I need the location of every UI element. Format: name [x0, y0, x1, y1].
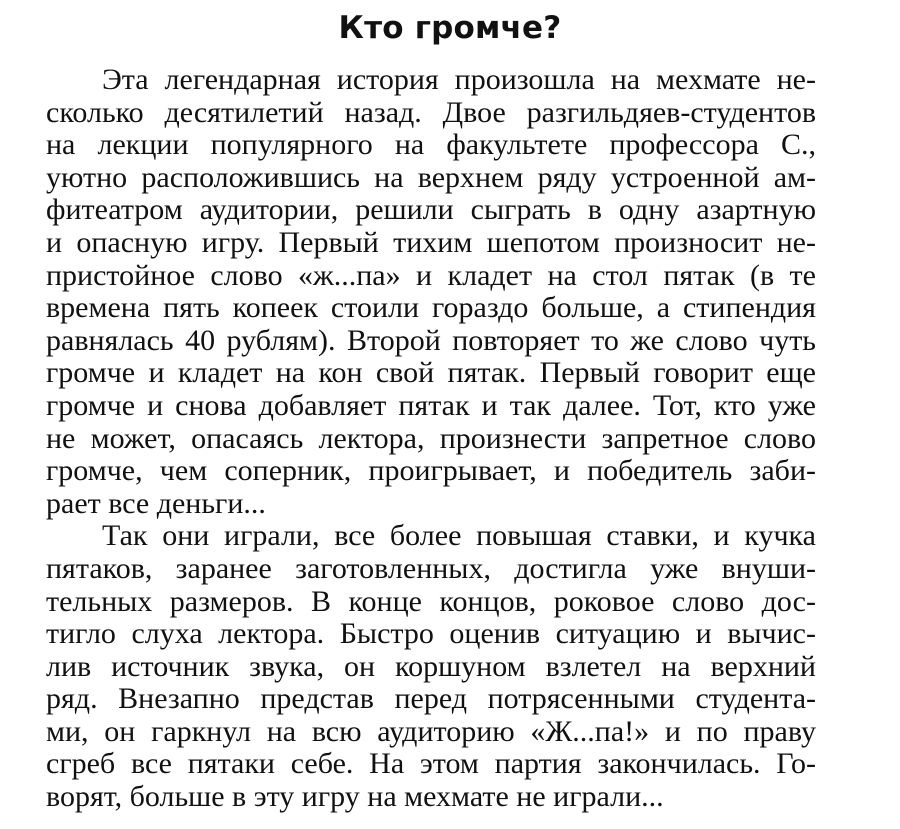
text-line: тигло слуха лектора. Быстро оценив ситуацию и вычис-	[46, 617, 816, 651]
paragraph-2	[46, 520, 816, 813]
text-line: пятаков, заранее заготовленных, достигла уже внуши-	[46, 551, 816, 585]
text-line: Так они играли, все более повышая ставки, и кучка	[102, 519, 816, 553]
text-line: громче и кладет на кон свой пятак. Первый говорит еще	[46, 356, 816, 390]
text-line: ворят, больше в эту игру на мехмате не играли...	[46, 780, 664, 814]
text-line: и опасную игру. Первый тихим шепотом произносит не-	[46, 225, 816, 259]
text-line: на лекции популярного на факультете профессора С.,	[46, 128, 816, 162]
text-line: ряд. Внезапно представ перед потрясенными студента-	[46, 682, 816, 716]
text-line: фитеатром аудитории, решили сыграть в одну азартную	[46, 193, 816, 227]
text-line: громче, чем соперник, проигрывает, и победитель заби-	[46, 454, 816, 488]
article-body	[46, 64, 816, 814]
page-title: Кто громче?	[338, 10, 562, 46]
text-line: пристойное слово «ж...па» и кладет на стол пятак (в те	[46, 258, 816, 292]
text-line: лив источник звука, он коршуном взлетел на верхний	[46, 649, 816, 683]
text-line: равнялась 40 рублям). Второй повторяет то же слово чуть	[46, 323, 816, 357]
text-line: сколько десятилетий назад. Двое разгильдяев-студентов	[46, 95, 816, 129]
text-line: Эта легендарная история произошла на мехмате не-	[102, 63, 816, 96]
text-line: сгреб все пятаки себе. На этом партия закончилась. Го-	[46, 747, 816, 781]
text-line: времена пять копеек стоили гораздо больше, а стипендия	[46, 291, 816, 325]
text-line: громче и снова добавляет пятак и так далее. Тот, кто уже	[46, 388, 816, 422]
text-line: ми, он гаркнул на всю аудиторию «Ж...па!» и по праву	[46, 714, 816, 748]
text-line: тельных размеров. В конце концов, роковое слово дос-	[46, 584, 816, 618]
paragraph-1	[46, 64, 816, 520]
text-line: рает все деньги...	[46, 486, 266, 520]
text-line: уютно расположившись на верхнем ряду устроенной ам-	[46, 160, 816, 194]
text-line: не может, опасаясь лектора, произнести запретное слово	[46, 421, 816, 455]
